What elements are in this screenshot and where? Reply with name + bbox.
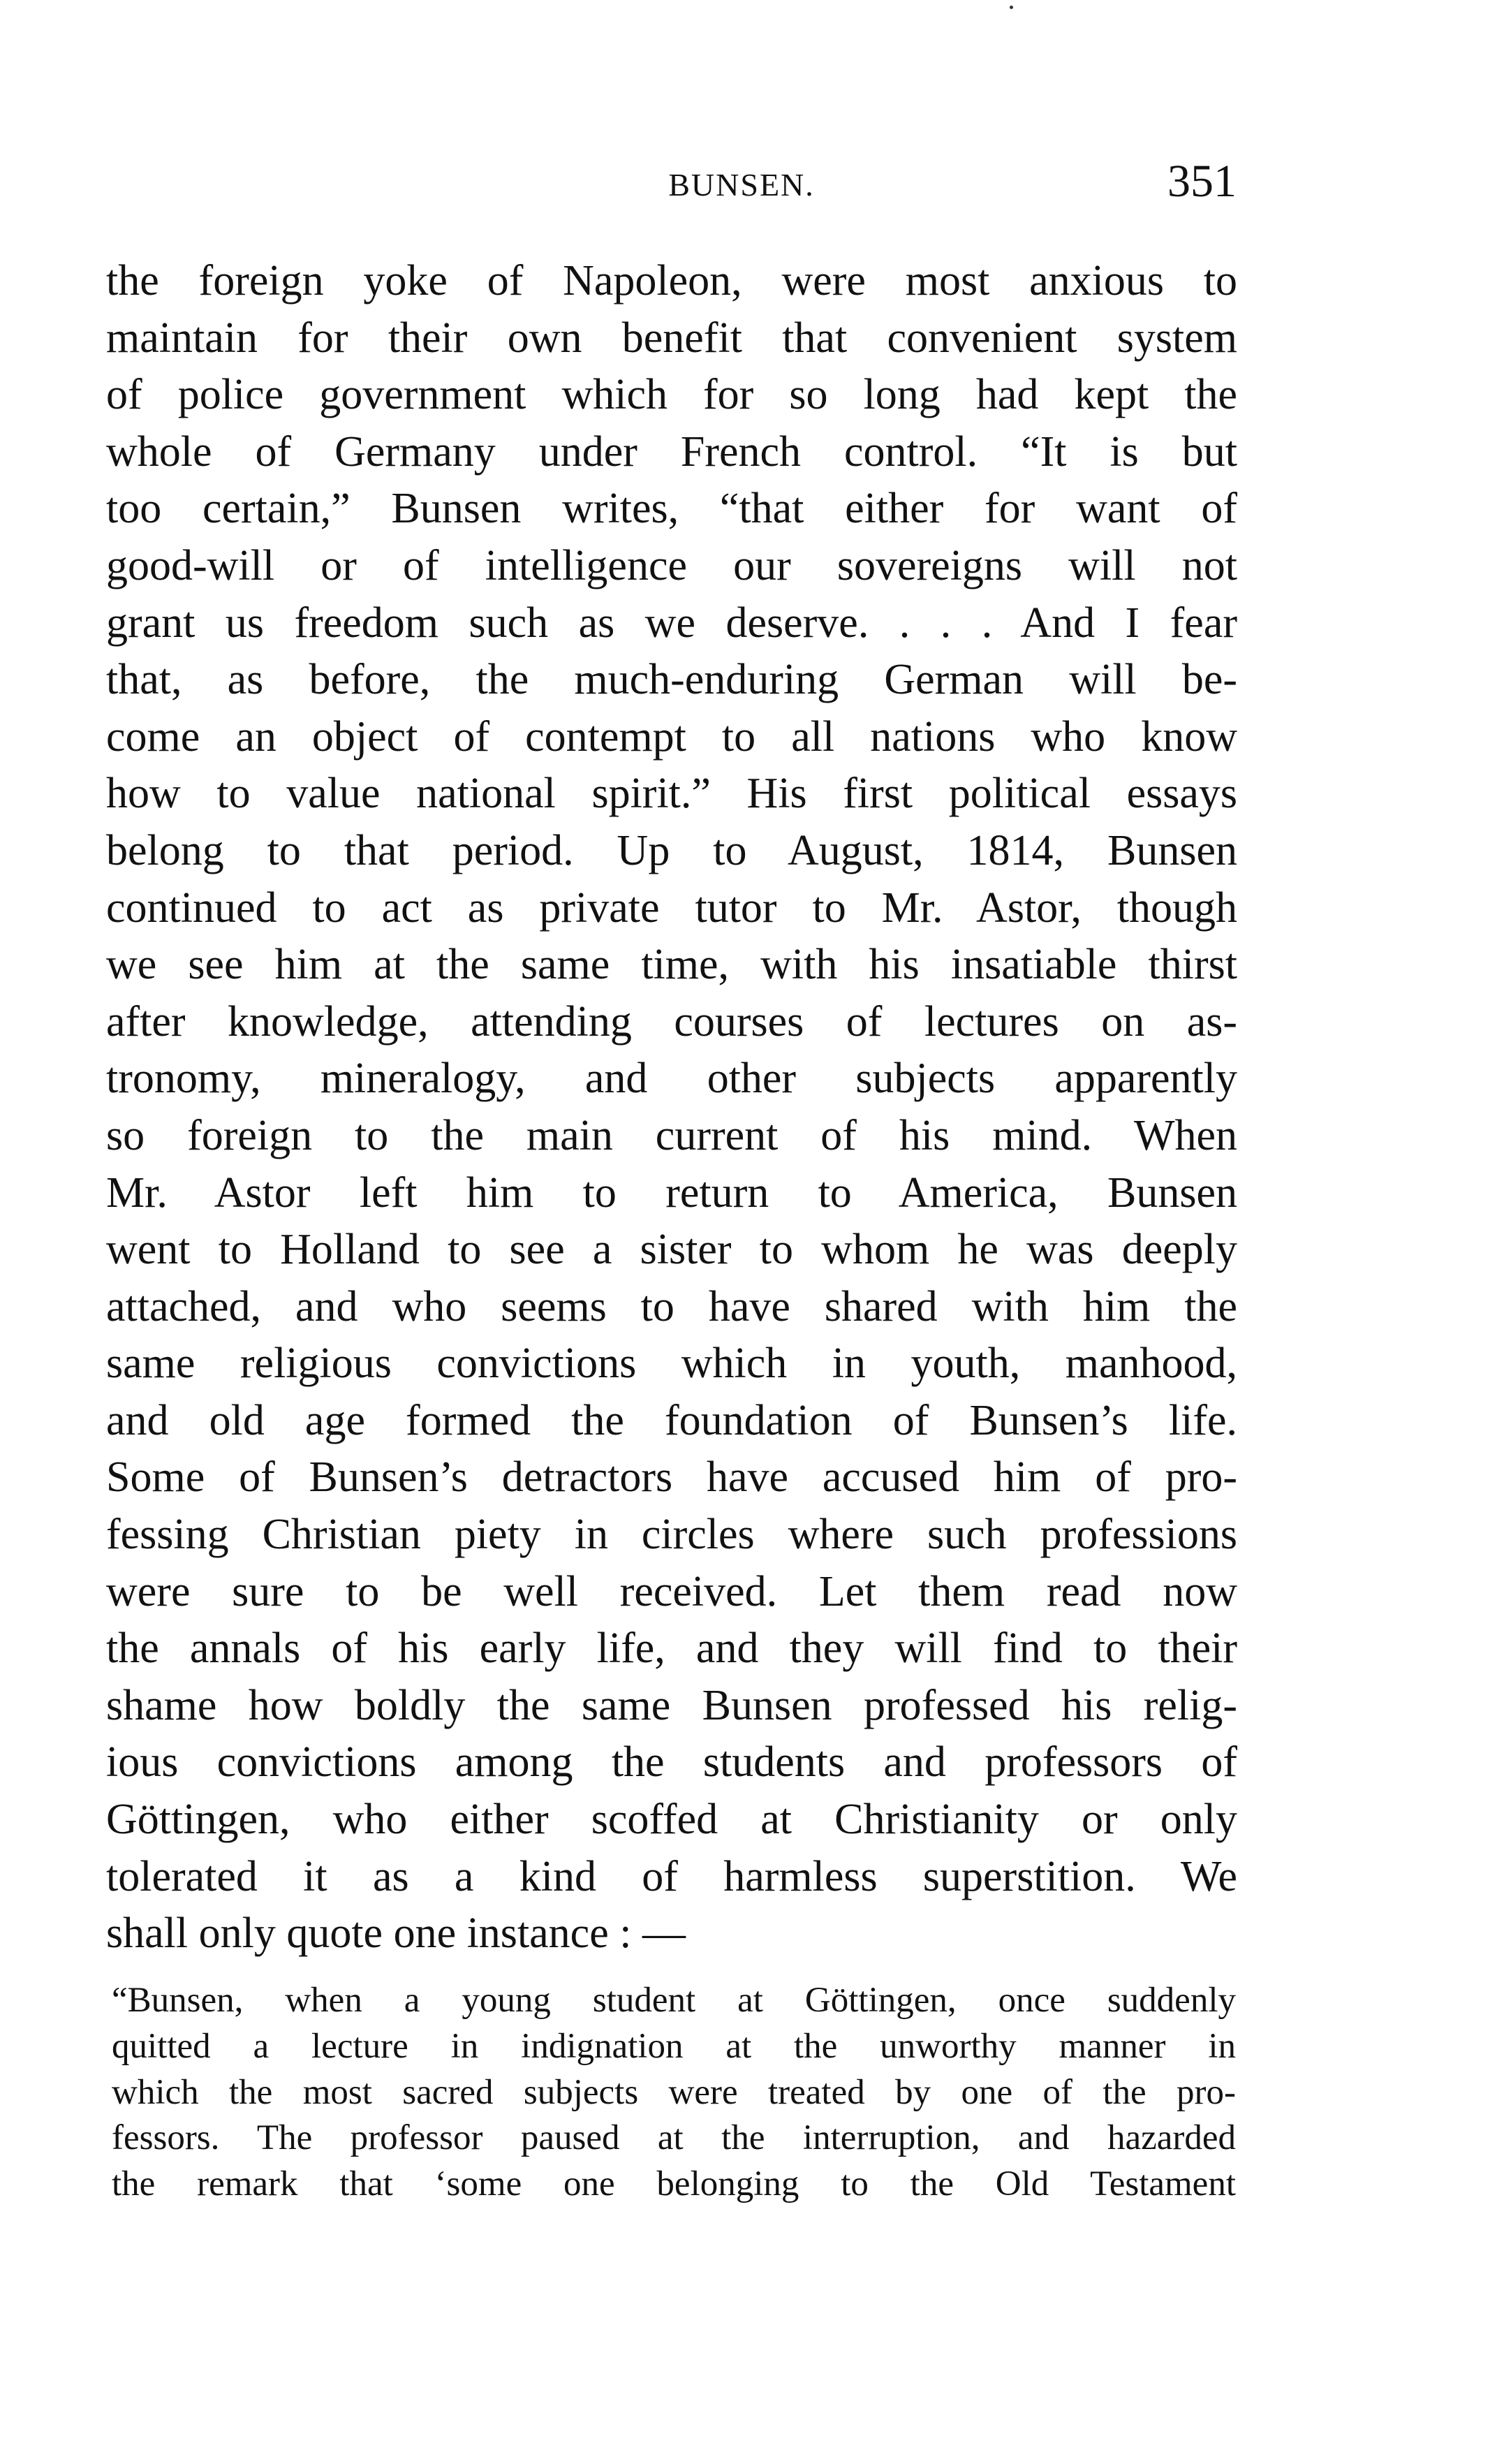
text-line: tronomy, mineralogy, and other subjects apparently [106, 1055, 1237, 1103]
running-title [0, 166, 1497, 203]
scan-speck [1010, 6, 1013, 9]
text-line: maintain for their own benefit that convenient system [106, 314, 1237, 362]
text-line: whole of Germany under French control. “It is but [106, 427, 1237, 476]
quote-line: which the most sacred subjects were treated by one of the pro- [112, 2072, 1236, 2112]
text-line: ious convictions among the students and professors of [106, 1738, 1237, 1787]
text-line: the foreign yoke of Napoleon, were most anxious to [106, 257, 1237, 305]
text-line: belong to that period. Up to August, 1814, Bunsen [106, 826, 1237, 874]
text-line: fessing Christian piety in circles where such professions [106, 1511, 1237, 1559]
running-title-text: BUNSEN. [668, 167, 815, 203]
text-line: Some of Bunsen’s detractors have accused him of pro- [106, 1453, 1237, 1502]
text-line: how to value national spirit.” His first political essays [106, 770, 1237, 818]
text-line: come an object of contempt to all nations who know [106, 712, 1237, 761]
text-line: continued to act as private tutor to Mr. Astor, though [106, 883, 1237, 932]
text-line: we see him at the same time, with his insatiable thirst [106, 941, 1237, 989]
text-line: same religious convictions which in youth, manhood, [106, 1340, 1237, 1388]
text-line: so foreign to the main current of his mind. When [106, 1111, 1237, 1159]
text-line: were sure to be well received. Let them read now [106, 1567, 1237, 1615]
body-text [106, 253, 1237, 1963]
page-number: 351 [1167, 156, 1237, 207]
text-line: attached, and who seems to have shared with him the [106, 1282, 1237, 1330]
text-line: shame how boldly the same Bunsen professed his relig- [106, 1681, 1237, 1729]
text-line: after knowledge, attending courses of lectures on as- [106, 997, 1237, 1046]
text-line: that, as before, the much-enduring German will be- [106, 656, 1237, 704]
quote-line: “Bunsen, when a young student at Göttingen, once suddenly [112, 1981, 1236, 2020]
quote-line: fessors. The professor paused at the interruption, and hazarded [112, 2118, 1236, 2158]
text-line: tolerated it as a kind of harmless superstition. We [106, 1852, 1237, 1900]
text-line: went to Holland to see a sister to whom he was deeply [106, 1226, 1237, 1274]
text-line: and old age formed the foundation of Bunsen’s life. [106, 1396, 1237, 1444]
text-line: grant us freedom such as we deserve. . . . And I fear [106, 599, 1237, 647]
text-line: of police government which for so long had kept the [106, 371, 1237, 419]
quote-line: the remark that ‘some one belonging to the Old Testament [112, 2164, 1236, 2204]
text-line: the annals of his early life, and they will find to their [106, 1625, 1237, 1673]
block-quote [112, 1978, 1236, 2208]
text-line: Göttingen, who either scoffed at Christianity or only [106, 1796, 1237, 1844]
text-line: good-will or of intelligence our sovereigns will not [106, 541, 1237, 589]
quote-line: quitted a lecture in indignation at the unworthy manner in [112, 2026, 1236, 2066]
text-line: too certain,” Bunsen writes, “that either for want of [106, 485, 1237, 533]
text-line: Mr. Astor left him to return to America, Bunsen [106, 1168, 1237, 1217]
text-line: shall only quote one instance : — [106, 1909, 686, 1958]
